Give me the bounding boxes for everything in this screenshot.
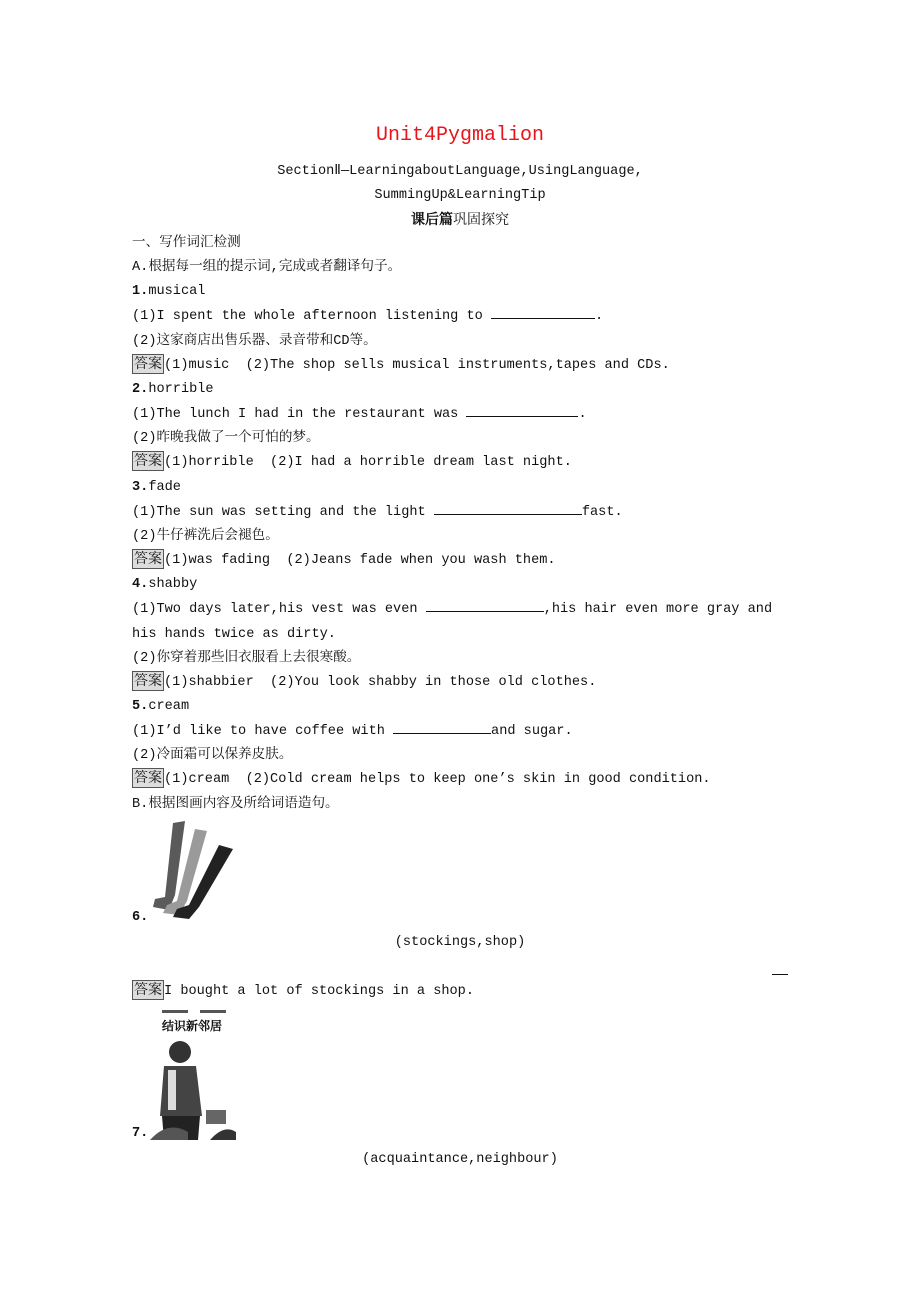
sentence-2: (2)这家商店出售乐器、录音带和CD等。 [132,333,377,349]
answer-blank[interactable] [426,597,544,612]
question-number: 5. [132,698,149,714]
section-title-line2: SummingUp&LearningTip [374,188,546,203]
answer-text: (1)cream (2)Cold cream helps to keep one’s skin in good condition. [164,772,711,788]
sentence-1-end: fast. [581,504,623,520]
question-7-number: 7. [132,1126,149,1141]
question-2 [132,378,792,476]
answer-label: 答案 [134,355,162,372]
question-word: horrible [148,381,214,397]
part-one-heading: 一、写作词汇检测 [132,236,241,251]
question-number: 2. [132,381,149,397]
answer-label: 答案 [134,453,162,470]
question-word: shabby [148,577,198,593]
sentence-1-end: . [594,309,604,325]
sentence-1: (1)I’d like to have coffee with [132,724,394,740]
sentence-1: (1)Two days later,his vest was even [132,602,426,618]
question-word: fade [148,479,181,495]
neighbour-image [148,1010,238,1140]
sentence-1-end: and sugar. [491,724,573,740]
question-number: 1. [132,284,149,300]
answer-label: 答案 [134,770,162,787]
question-6-hint: (stockings,shop) [394,935,526,950]
answer-label: 答案 [134,672,162,689]
question-3 [132,476,792,574]
sentence-1-end: ,his hair even more gray and his hands twice as dirty. [132,602,773,642]
answer-line[interactable] [772,974,788,975]
image-caption-text: 结识新邻居 [162,1019,223,1033]
heading-rest: 巩固探究 [453,212,509,228]
sentence-2: (2)牛仔裤洗后会褪色。 [132,528,279,544]
answer-blank[interactable] [466,402,578,417]
answer-text: (1)shabbier (2)You look shabby in those old clothes. [164,674,597,690]
question-number: 4. [132,577,149,593]
question-6-answer [132,980,474,1004]
answer-text: I bought a lot of stockings in a shop. [164,984,474,999]
sentence-1: (1)The lunch I had in the restaurant was [132,407,467,423]
answer-blank[interactable] [434,500,582,515]
question-6-number: 6. [132,910,149,925]
stockings-image [145,815,240,920]
part-b-instruction: B.根据图画内容及所给词语造句。 [132,796,339,812]
answer-blank[interactable] [491,304,595,319]
question-7-hint: (acquaintance,neighbour) [362,1152,558,1167]
heading-bold: 课后篇 [411,212,453,228]
part-a-instruction: A.根据每一组的提示词,完成或者翻译句子。 [132,260,402,276]
question-word: musical [148,284,206,300]
question-5 [132,695,792,793]
unit-title: Unit4Pygmalion [375,124,545,147]
exercise-content [132,232,792,817]
sentence-1: (1)The sun was setting and the light [132,504,434,520]
sentence-2: (2)你穿着那些旧衣服看上去很寒酸。 [132,650,361,666]
section-heading [0,208,920,232]
answer-blank[interactable] [393,719,491,734]
answer-label: 答案 [134,982,162,998]
sentence-2: (2)昨晚我做了一个可怕的梦。 [132,431,320,447]
question-word: cream [148,698,190,714]
question-4 [132,573,792,695]
sentence-2: (2)冷面霜可以保养皮肤。 [132,748,293,764]
answer-text: (1)horrible (2)I had a horrible dream last night. [164,455,572,471]
question-1 [132,280,792,378]
answer-text: (1)music (2)The shop sells musical instruments,tapes and CDs. [164,357,670,373]
sentence-1: (1)I spent the whole afternoon listening to [132,309,491,325]
section-title-line1: SectionⅡ—LearningaboutLanguage,UsingLanguage, [277,164,643,179]
answer-text: (1)was fading (2)Jeans fade when you wash them. [164,553,556,569]
question-number: 3. [132,479,149,495]
sentence-1-end: . [578,407,587,423]
answer-label: 答案 [134,551,162,568]
